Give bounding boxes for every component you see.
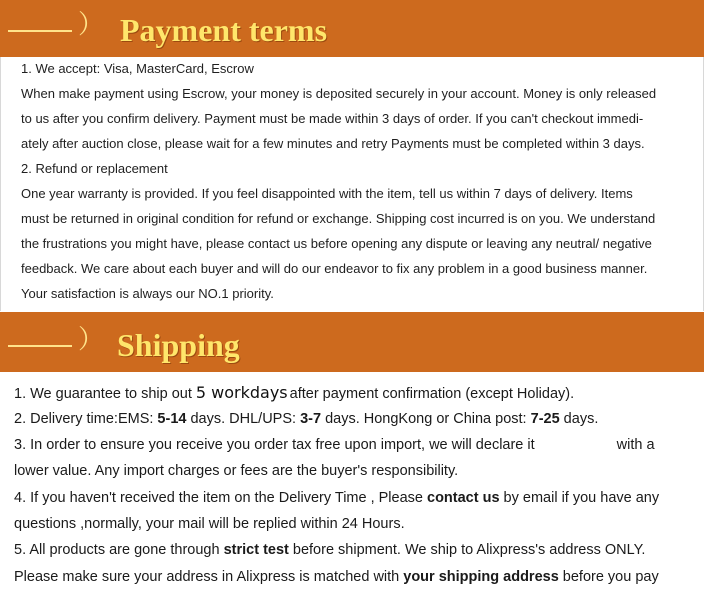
payment-line-1: 1. We accept: Visa, MasterCard, Escrow xyxy=(21,61,254,76)
post-days: 7-25 xyxy=(530,411,560,427)
ems-days: 5-14 xyxy=(157,411,187,427)
shipping-line-3 xyxy=(14,436,655,454)
payment-terms-title: Payment terms xyxy=(120,12,328,48)
shipping-banner xyxy=(0,312,704,372)
banner-paren-decoration: ） xyxy=(78,325,105,355)
shipping-text: days. DHL/UPS: xyxy=(186,411,301,427)
shipping-address-text: your shipping address xyxy=(403,569,559,585)
shipping-text: 5. All products are gone through xyxy=(14,542,224,558)
payment-line-8: the frustrations you might have, please contact us before opening any dispute or leaving any neutral/ negative xyxy=(21,236,652,251)
payment-line-9: feedback. We care about each buyer and will do our endeavor to fix any problem in a good business manner. xyxy=(21,261,648,276)
contact-us-text: contact us xyxy=(427,490,500,506)
shipping-section xyxy=(0,372,704,600)
workdays-highlight: 5 workdays xyxy=(195,383,288,402)
payment-terms-section xyxy=(0,57,704,311)
shipping-text: 2. Delivery time:EMS: xyxy=(14,411,158,427)
shipping-text: days. HongKong or China post: xyxy=(321,411,531,427)
shipping-text: 3. In order to ensure you receive you order tax free upon import, we will declare it xyxy=(14,437,535,453)
payment-line-7: must be returned in original condition for refund or exchange. Shipping cost incurred is on you. We understand xyxy=(21,211,656,226)
shipping-text: after payment confirmation (except Holiday). xyxy=(289,386,575,402)
shipping-line-1 xyxy=(14,384,574,403)
shipping-text: before you pay xyxy=(558,569,659,585)
payment-line-6: One year warranty is provided. If you feel disappointed with the item, tell us within 7 days of delivery. Items xyxy=(21,186,633,201)
shipping-line-2 xyxy=(14,410,598,428)
shipping-text: 1. We guarantee to ship out xyxy=(14,386,192,402)
strict-test-text: strict test xyxy=(223,542,289,558)
shipping-text: Please make sure your address in Alixpress is matched with xyxy=(14,569,404,585)
banner-dash-decoration xyxy=(8,345,72,347)
banner-dash-decoration xyxy=(8,30,72,32)
banner-paren-decoration: ） xyxy=(78,10,105,40)
shipping-text: 4. If you haven't received the item on the Delivery Time , Please xyxy=(14,490,428,506)
shipping-text: days. xyxy=(559,411,599,427)
shipping-line-6: questions ,normally, your mail will be replied within 24 Hours. xyxy=(14,516,405,532)
shipping-line-5 xyxy=(14,489,659,507)
shipping-line-8 xyxy=(14,568,659,586)
payment-line-10: Your satisfaction is always our NO.1 priority. xyxy=(21,286,274,301)
shipping-text: with a xyxy=(616,437,655,453)
shipping-line-7 xyxy=(14,541,645,559)
payment-line-4: ately after auction close, please wait for a few minutes and retry Payments must be completed within 3 days. xyxy=(21,136,645,151)
payment-line-3: to us after you confirm delivery. Payment must be made within 3 days of order. If you can't checkout immedi- xyxy=(21,111,644,126)
dhl-days: 3-7 xyxy=(300,411,322,427)
payment-line-5: 2. Refund or replacement xyxy=(21,161,168,176)
payment-line-2: When make payment using Escrow, your money is deposited securely in your account. Money is only released xyxy=(21,86,657,101)
shipping-title: Shipping xyxy=(117,327,240,363)
shipping-line-4: lower value. Any import charges or fees are the buyer's responsibility. xyxy=(14,463,459,479)
shipping-text: by email if you have any xyxy=(499,490,660,506)
payment-terms-banner xyxy=(0,0,704,57)
shipping-text: before shipment. We ship to Alixpress's address ONLY. xyxy=(288,542,646,558)
